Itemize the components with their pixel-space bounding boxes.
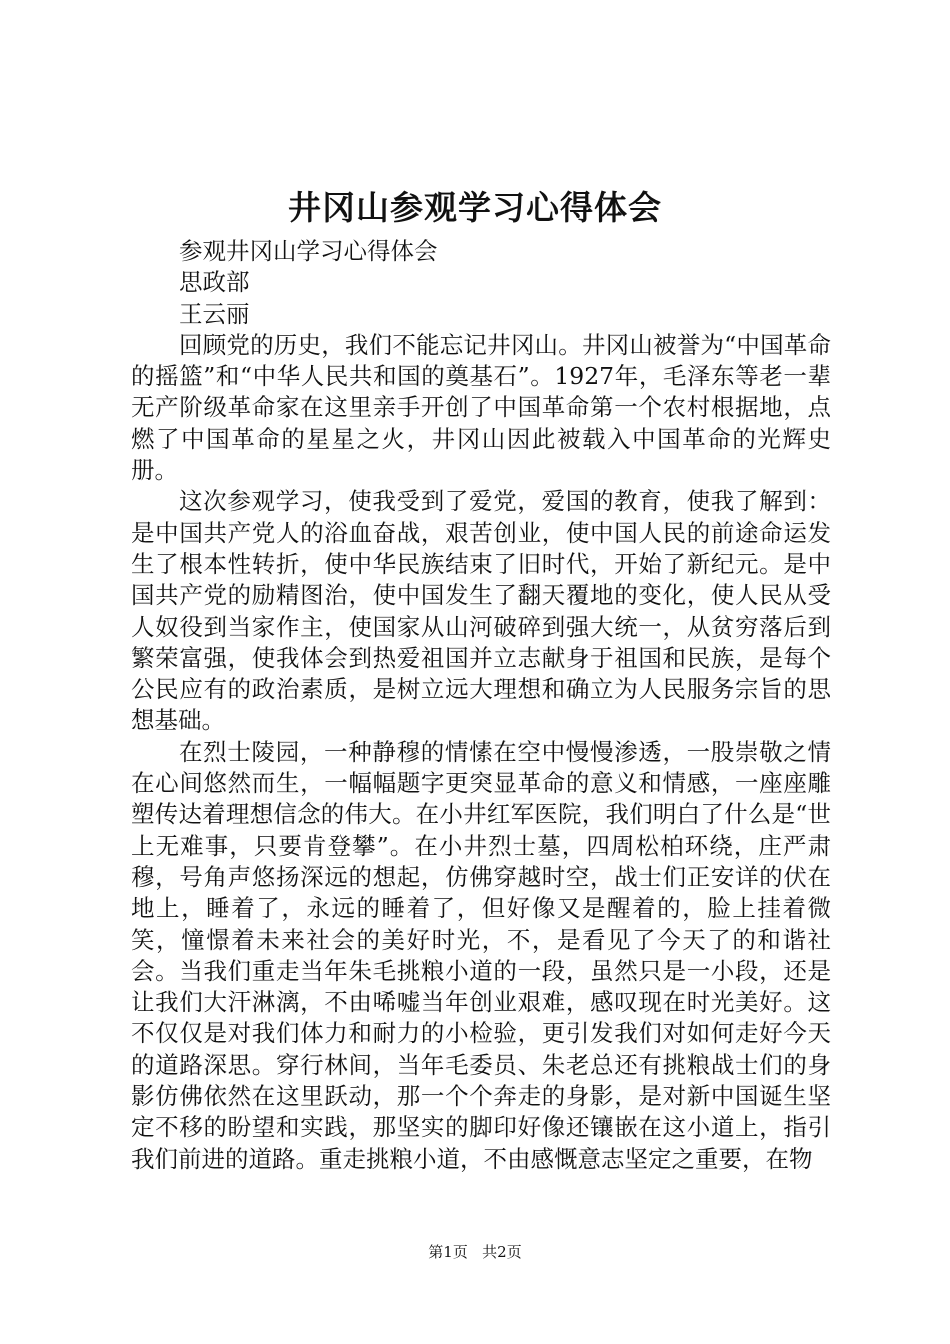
page-number: 第1页	[428, 1243, 468, 1261]
paragraph-3: 在烈士陵园，一种静穆的情愫在空中慢慢渗透，一股崇敬之情在心间悠然而生，一幅幅题字更突显革命的意义和情感，一座座雕塑传达着理想信念的伟大。在小井红军医院，我们明白了什么是“世上无难事，只要肯登攀”。在小井烈士墓，四周松柏环绕，庄严肃穆，号角声悠扬深远的想起，仿佛穿越时空，战士们正安详的伏在地上，睡着了，永远的睡着了，但好像又是醒着的，脸上挂着微笑，憧憬着未来社会的美好时光，不，是看见了今天了的和谐社会。当我们重走当年朱毛挑粮小道的一段，虽然只是一小段，还是让我们大汗淋漓，不由唏嘘当年创业艰难，感叹现在时光美好。这不仅仅是对我们体力和耐力的小检验，更引发我们对如何走好今天的道路深思。穿行林间，当年毛委员、朱老总还有挑粮战士们的身影仿佛依然在这里跃动，那一个个奔走的身影，是对新中国诞生坚定不移的盼望和实践，那坚实的脚印好像还镶嵌在这小道上，指引我们前进的道路。重走挑粮小道，不由感慨意志坚定之重要，在物	[131, 737, 831, 1173]
document-subtitle: 参观井冈山学习心得体会	[179, 237, 438, 265]
paragraph-2: 这次参观学习，使我受到了爱党，爱国的教育，使我了解到：是中国共产党人的浴血奋战，艰苦创业，使中国人民的前途命运发生了根本性转折，使中华民族结束了旧时代，开始了新纪元。是中国共产党的励精图治，使中国发生了翻天覆地的变化，使人民从受人奴役到当家作主，使国家从山河破碎到强大统一，从贫穷落后到繁荣富强，使我体会到热爱祖国并立志献身于祖国和民族，是每个公民应有的政治素质，是树立远大理想和确立为人民服务宗旨的思想基础。	[131, 487, 831, 735]
department-line: 思政部	[179, 268, 250, 297]
page-total: 共2页	[482, 1243, 522, 1261]
paragraph-1: 回顾党的历史，我们不能忘记井冈山。井冈山被誉为“中国革命的摇篮”和“中华人民共和国的奠基石”。1927年，毛泽东等老一辈无产阶级革命家在这里亲手开创了中国革命第一个农村根据地，点燃了中国革命的星星之火，井冈山因此被载入中国革命的光辉史册。	[131, 330, 831, 485]
document-title: 井冈山参观学习心得体会	[288, 188, 662, 227]
page-separator	[473, 1243, 478, 1261]
page-footer	[0, 1242, 950, 1262]
author-line: 王云丽	[179, 299, 250, 328]
document-body	[131, 236, 831, 1175]
